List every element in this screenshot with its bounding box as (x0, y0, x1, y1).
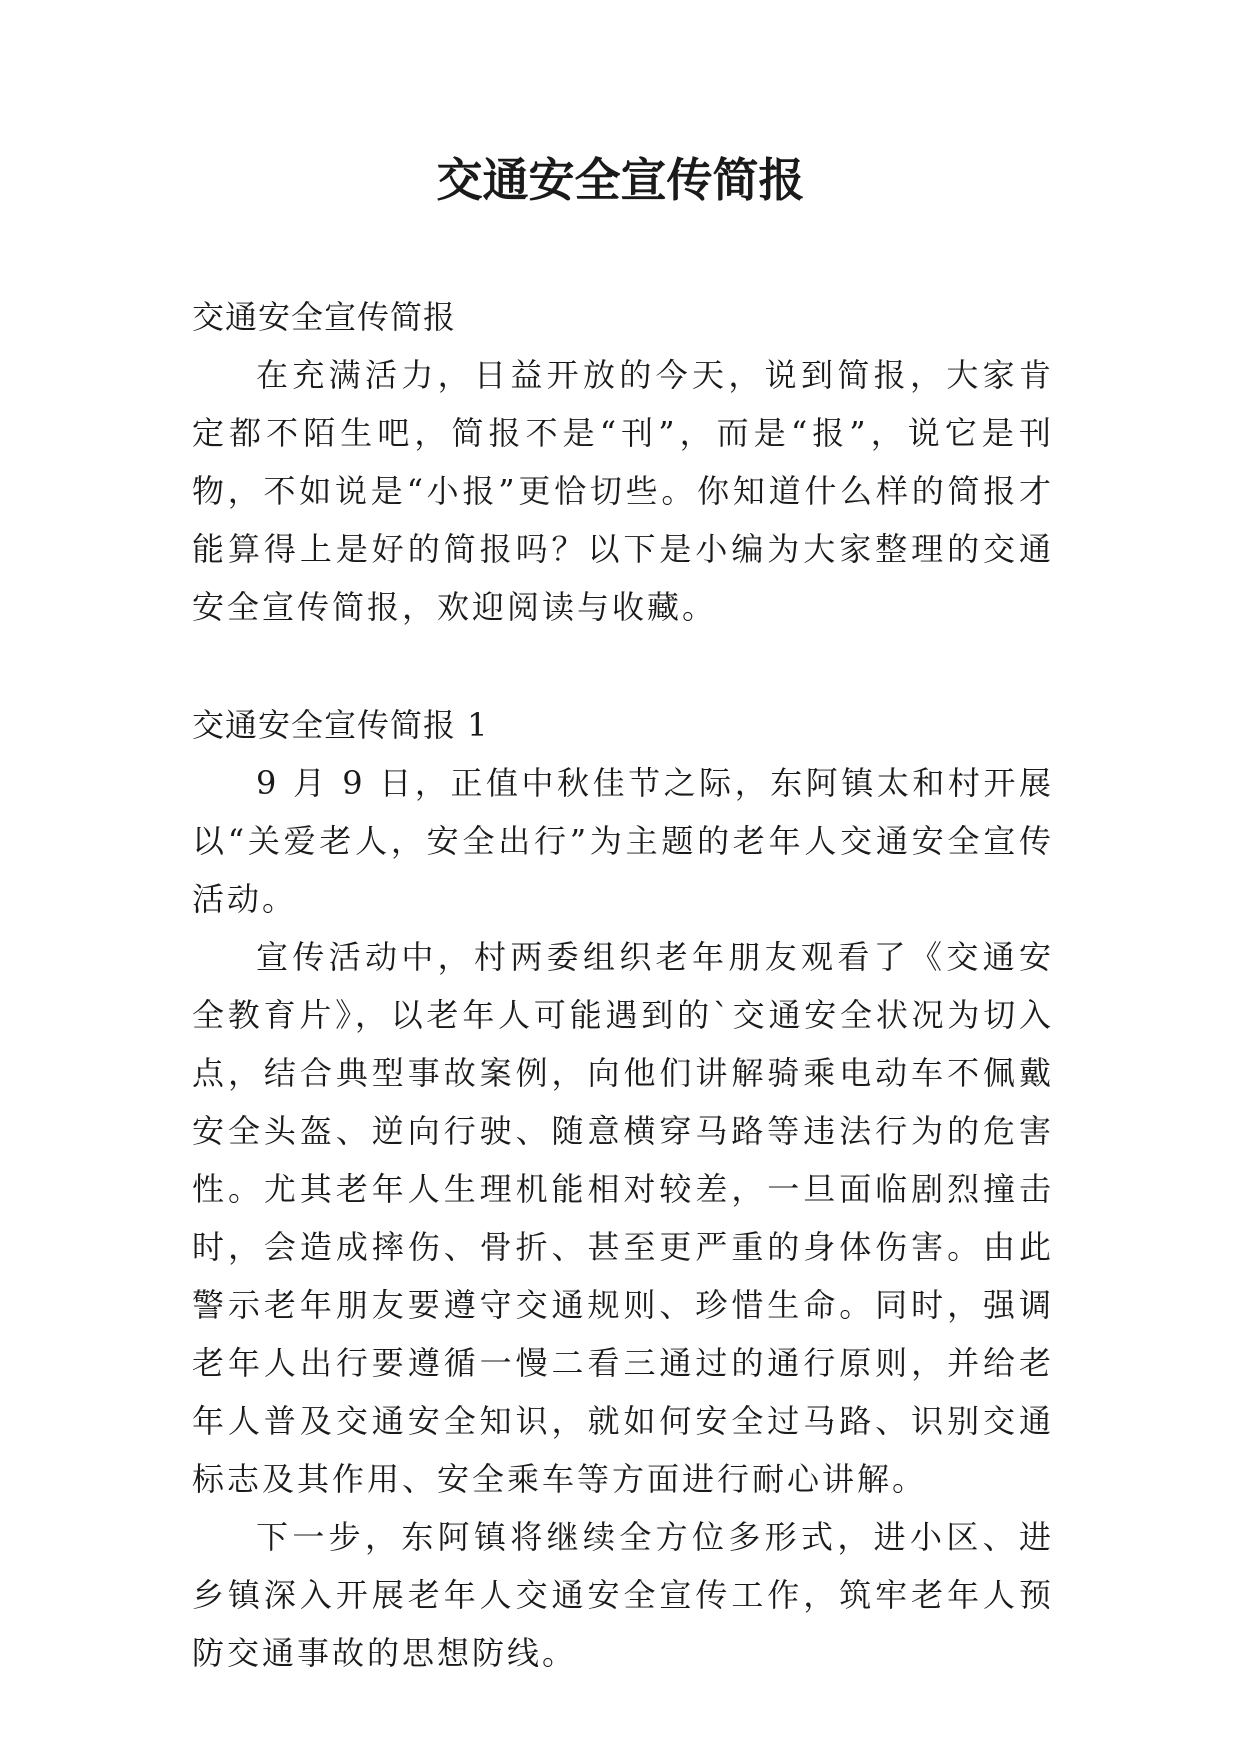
intro-paragraph: 在充满活力，日益开放的今天，说到简报，大家肯定都不陌生吧，简报不是“刊”，而是“报”，说它是刊物，不如说是“小报”更恰切些。你知道什么样的简报才能算得上是好的简报吗？以下是小编为大家整理的交通安全宣传简报，欢迎阅读与收藏。 (192, 356, 1054, 626)
section-1-paragraph: 9 月 9 日，正值中秋佳节之际，东阿镇太和村开展以“关爱老人，安全出行”为主题的老年人交通安全宣传活动。 (192, 764, 1054, 918)
intro-section (192, 288, 1054, 636)
section-1-paragraph: 宣传活动中，村两委组织老年朋友观看了《交通安全教育片》，以老年人可能遇到的`交通安全状况为切入点，结合典型事故案例，向他们讲解骑乘电动车不佩戴安全头盔、逆向行驶、随意横穿马路等违法行为的危害性。尤其老年人生理机能相对较差，一旦面临剧烈撞击时，会造成摔伤、骨折、甚至更严重的身体伤害。由此警示老年朋友要遵守交通规则、珍惜生命。同时，强调老年人出行要遵循一慢二看三通过的通行原则，并给老年人普及交通安全知识，就如何安全过马路、识别交通标志及其作用、安全乘车等方面进行耐心讲解。 (192, 938, 1054, 1498)
section-1-paragraph: 下一步，东阿镇将继续全方位多形式，进小区、进乡镇深入开展老年人交通安全宣传工作，筑牢老年人预防交通事故的思想防线。 (192, 1518, 1054, 1672)
document-title: 交通安全宣传简报 (436, 153, 805, 207)
section-1 (192, 696, 1054, 1682)
intro-heading: 交通安全宣传简报 (192, 298, 457, 336)
section-1-heading: 交通安全宣传简报 1 (192, 706, 489, 744)
